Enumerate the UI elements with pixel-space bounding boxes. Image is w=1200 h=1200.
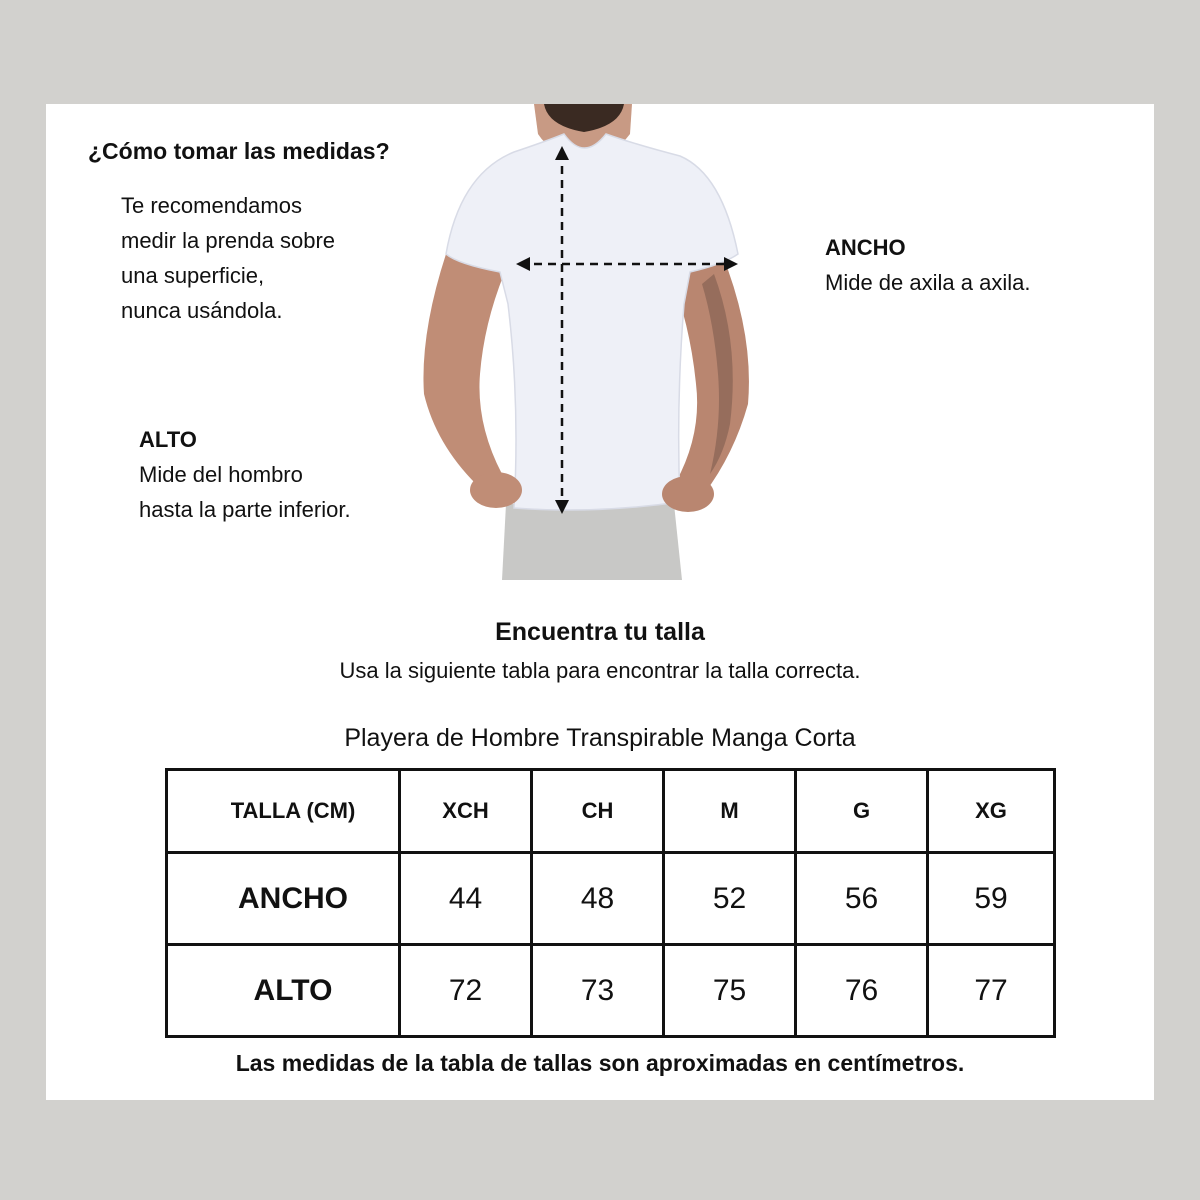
alto-description-line: hasta la parte inferior. xyxy=(139,497,351,522)
alto-label: ALTO xyxy=(139,427,197,452)
model-shorts xyxy=(502,504,682,580)
table-cell: 48 xyxy=(532,853,664,945)
table-header-cell: G xyxy=(796,770,928,853)
table-cell: 44 xyxy=(400,853,532,945)
model-left-hand xyxy=(470,472,522,508)
ancho-explanation xyxy=(825,230,1030,300)
table-cell: 52 xyxy=(664,853,796,945)
row-label: ALTO xyxy=(167,945,400,1037)
row-label: ANCHO xyxy=(167,853,400,945)
table-cell: 76 xyxy=(796,945,928,1037)
table-cell: 56 xyxy=(796,853,928,945)
table-cell: 72 xyxy=(400,945,532,1037)
size-table-title: Playera de Hombre Transpirable Manga Corta xyxy=(344,724,856,752)
table-header-cell: CH xyxy=(532,770,664,853)
ancho-label: ANCHO xyxy=(825,235,906,260)
how-to-line: medir la prenda sobre xyxy=(121,228,336,253)
how-to-measure-title: ¿Cómo tomar las medidas? xyxy=(88,138,390,164)
alto-description-line: Mide del hombro xyxy=(139,462,303,487)
how-to-line: una superficie, xyxy=(121,263,265,288)
size-guide-card xyxy=(46,104,1154,1100)
size-table xyxy=(165,768,1056,1038)
model-right-hand xyxy=(662,476,714,512)
table-row xyxy=(167,853,1055,945)
ancho-description: Mide de axila a axila. xyxy=(825,270,1031,295)
table-cell: 75 xyxy=(664,945,796,1037)
table-row xyxy=(167,945,1055,1037)
table-cell: 77 xyxy=(928,945,1055,1037)
how-to-line: Te recomendamos xyxy=(121,193,302,218)
table-header-cell: TALLA (CM) xyxy=(167,770,400,853)
table-cell: 59 xyxy=(928,853,1055,945)
alto-explanation xyxy=(139,422,351,527)
table-header-cell: M xyxy=(664,770,796,853)
ancho-arrow-right xyxy=(724,257,738,271)
table-header-cell: XG xyxy=(928,770,1055,853)
how-to-measure-text xyxy=(121,188,335,328)
how-to-line: nunca usándola. xyxy=(121,298,283,323)
find-size-subtitle: Usa la siguiente tabla para encontrar la talla correcta. xyxy=(339,658,861,683)
table-header-cell: XCH xyxy=(400,770,532,853)
table-cell: 73 xyxy=(532,945,664,1037)
model-shirt-illustration xyxy=(384,104,784,580)
table-footnote: Las medidas de la tabla de tallas son aproximadas en centímetros. xyxy=(235,1050,965,1076)
model-left-arm xyxy=(423,254,504,484)
find-size-title: Encuentra tu talla xyxy=(495,618,705,646)
table-header-row xyxy=(167,770,1055,853)
